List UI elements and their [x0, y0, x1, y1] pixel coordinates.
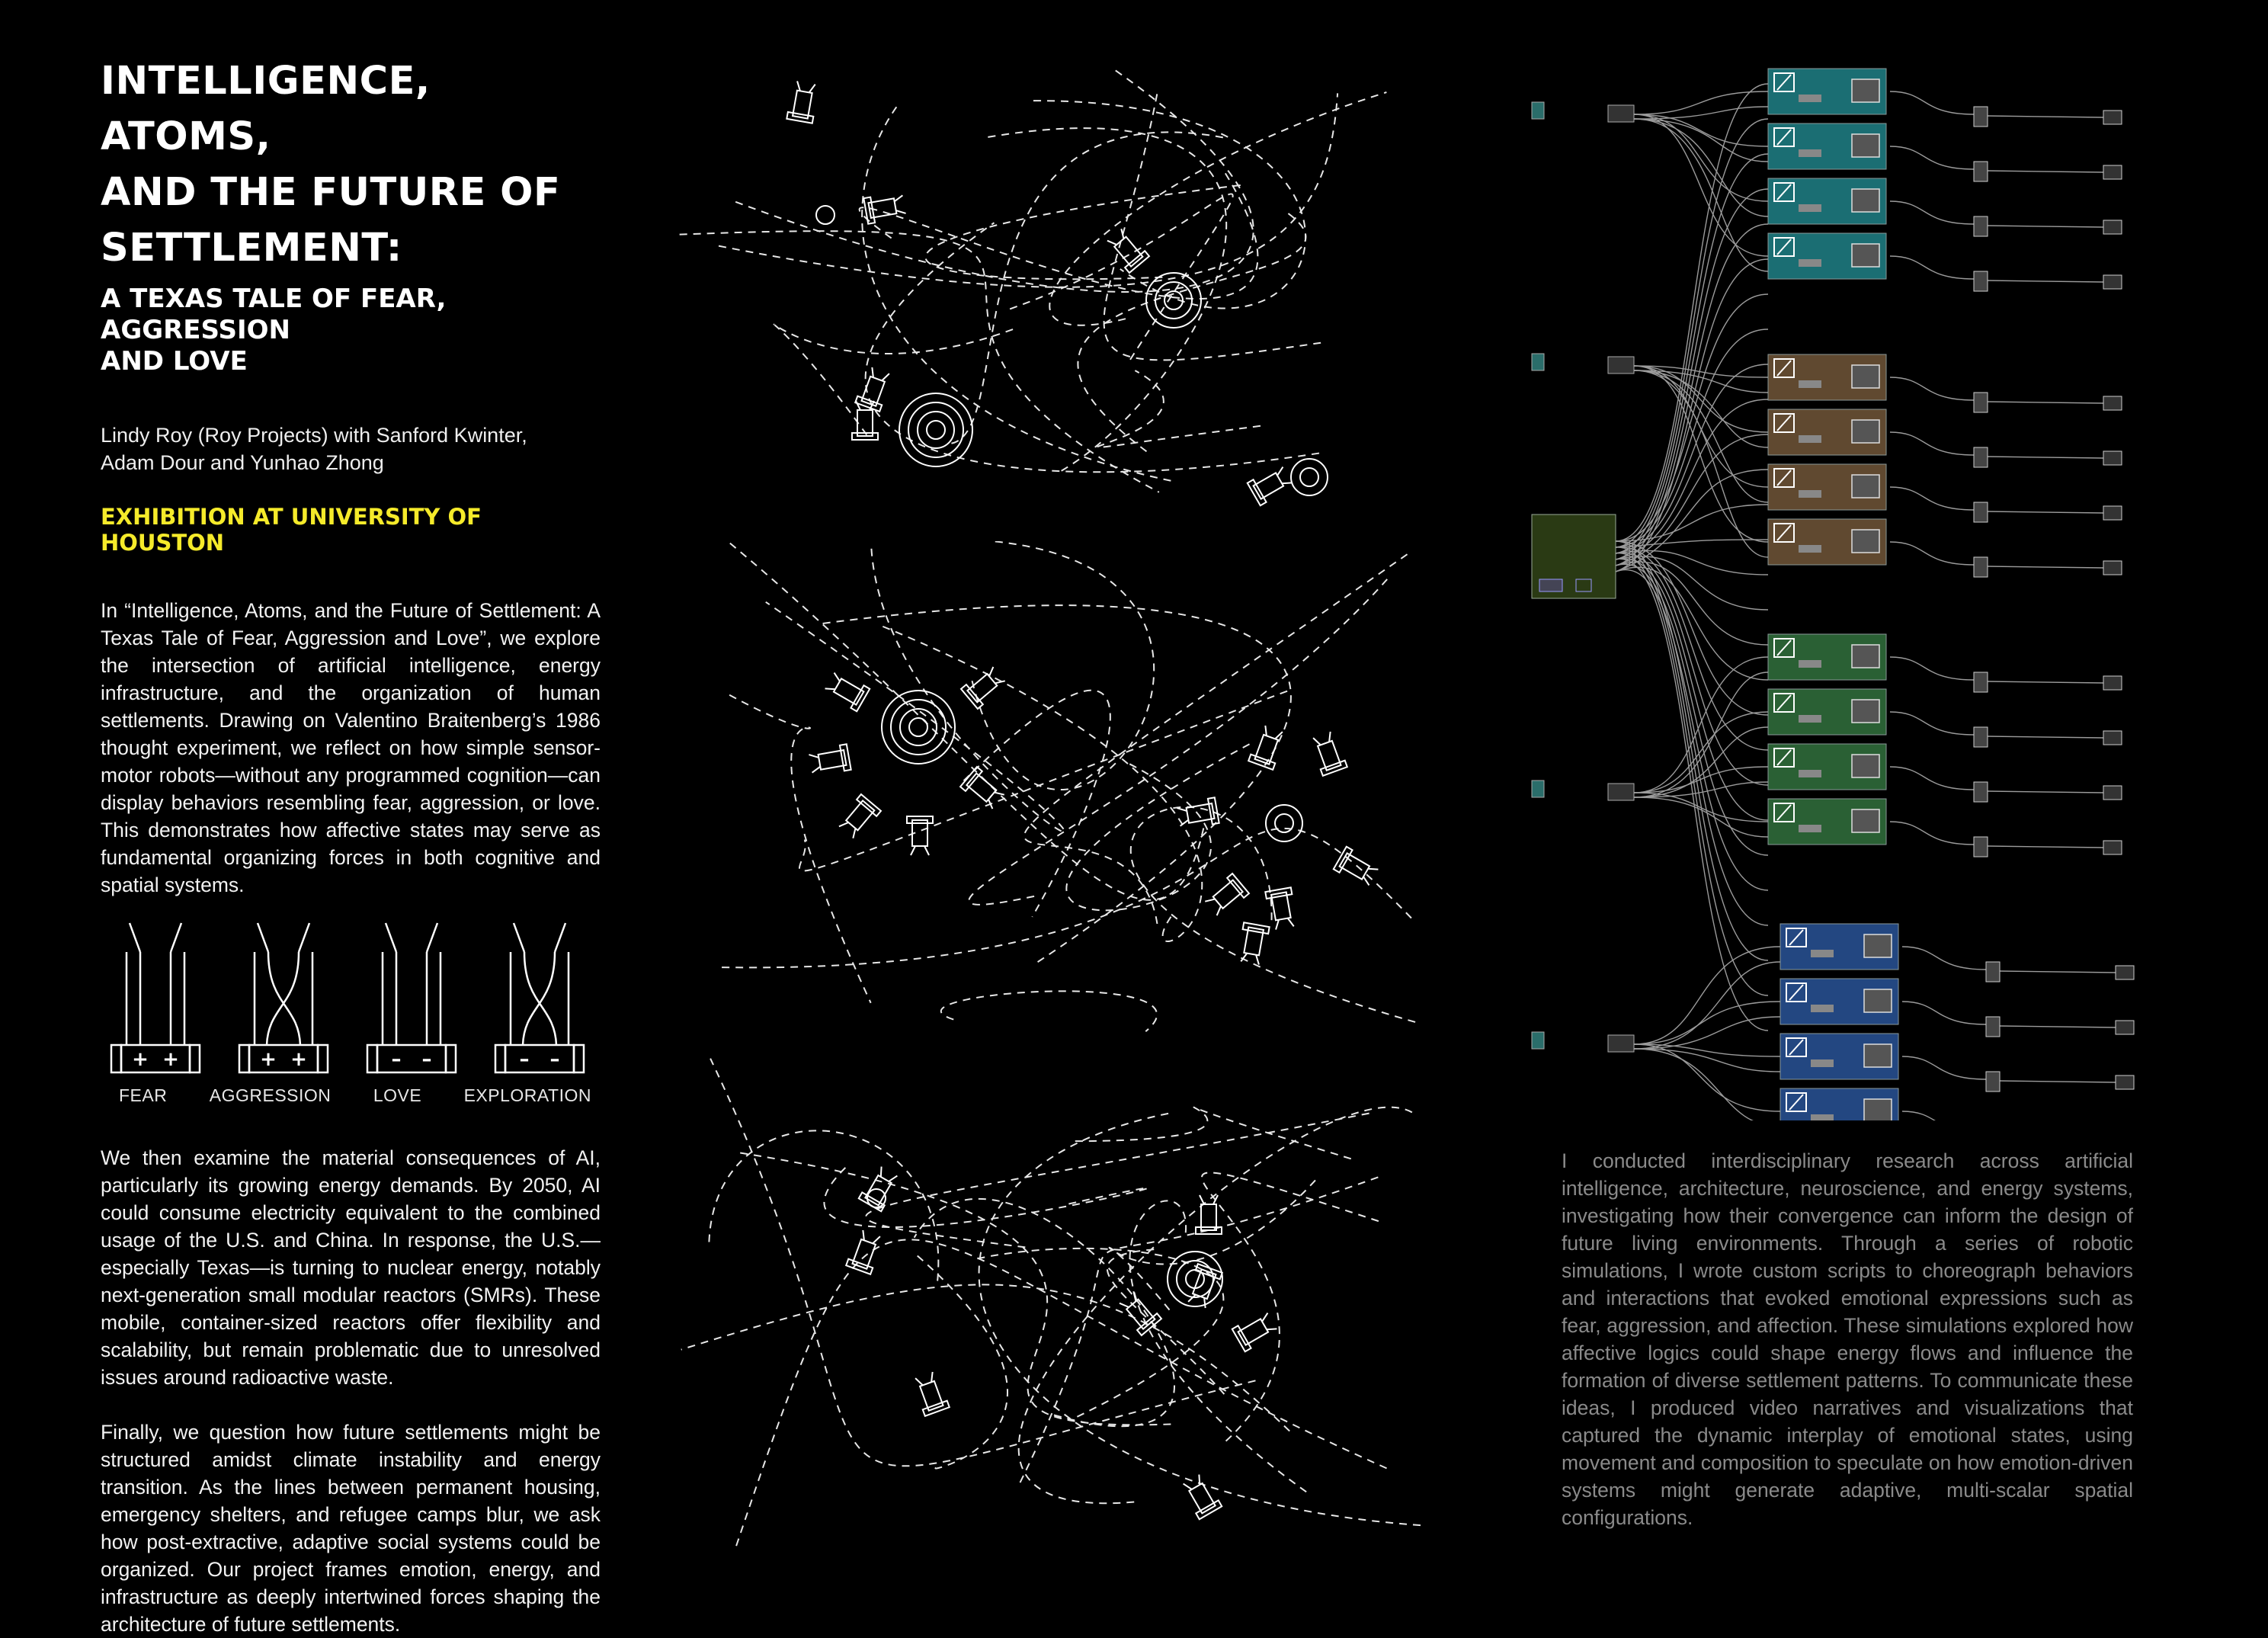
- robot-sensor: [812, 767, 822, 773]
- output-node: [1974, 107, 1988, 127]
- output-node: [1974, 727, 1988, 747]
- page-subtitle: [101, 284, 601, 377]
- vehicle-aggression: [239, 923, 328, 1072]
- robot-trajectory: [729, 695, 871, 1003]
- param-node: [1608, 1035, 1634, 1052]
- node-wire: [1890, 377, 1974, 400]
- node-wire: [1634, 370, 1768, 502]
- robot-trajectory: [799, 691, 1287, 871]
- robot-trajectory: [1097, 370, 1261, 447]
- simulation-diagram-aggression: [671, 541, 1440, 1044]
- robot-sensor: [809, 753, 818, 759]
- vehicle-label-exploration: EXPLORATION: [463, 1085, 591, 1105]
- wheel-left: [111, 1045, 121, 1072]
- output-node: [1974, 271, 1988, 291]
- robot-body: [834, 678, 863, 704]
- wheel-right: [318, 1045, 328, 1072]
- robot-vehicle: [786, 81, 818, 123]
- node-wire: [1902, 1056, 1986, 1079]
- wire-crossed: [524, 952, 556, 1045]
- vehicle-love: [367, 923, 456, 1072]
- robot-trajectory: [730, 543, 1204, 900]
- node-panel: [1852, 755, 1879, 777]
- result-node: [2103, 451, 2122, 465]
- intro-column: [101, 53, 601, 1638]
- source-ring: [927, 421, 945, 439]
- authors-line: Adam Dour and Yunhao Zhong: [101, 451, 384, 474]
- vehicles-drawing: [101, 914, 601, 1082]
- authors: [101, 422, 601, 476]
- robot-trajectory: [1078, 213, 1305, 452]
- node-wire: [1890, 201, 1974, 224]
- node-wire: [2000, 1026, 2116, 1027]
- wheel-left: [239, 1045, 249, 1072]
- node-wire: [1616, 364, 1768, 553]
- robot-sensor: [809, 84, 815, 94]
- robot-body: [846, 800, 874, 830]
- node-panel: [1852, 365, 1879, 388]
- robot-trajectory: [1202, 1172, 1384, 1441]
- robot-trajectory: [1066, 743, 1252, 911]
- node-slot: [1811, 1114, 1834, 1120]
- node-wire: [1988, 846, 2103, 848]
- motor-sign: –: [421, 1048, 432, 1071]
- braitenberg-vehicles-diagram: [101, 914, 601, 1120]
- node-wire: [1616, 547, 1768, 960]
- title-line: AND THE FUTURE OF: [101, 170, 561, 215]
- node-wire: [1616, 559, 1768, 1031]
- vehicle-label-fear: FEAR: [119, 1085, 168, 1105]
- node-wire: [1616, 189, 1768, 559]
- node-wire: [1988, 280, 2103, 282]
- hub-button: [1539, 579, 1562, 591]
- vehicle-exploration: [495, 923, 584, 1072]
- robot-body: [865, 1175, 891, 1205]
- robot-trajectory: [740, 1153, 1174, 1425]
- robot-trajectory: [915, 1199, 1174, 1426]
- node-wire: [1634, 119, 1768, 271]
- output-node: [1974, 393, 1988, 412]
- sensor-left: [130, 923, 140, 952]
- node-slot: [1799, 825, 1821, 832]
- result-node: [2103, 841, 2122, 854]
- input-node: [1532, 354, 1544, 370]
- node-wire: [1902, 947, 1986, 970]
- node-wire: [1902, 1111, 1986, 1120]
- result-node: [2103, 561, 2122, 575]
- sensor-left: [386, 923, 396, 952]
- page-title: [101, 53, 601, 276]
- node-wire: [1634, 119, 1768, 162]
- robot-trajectory: [1033, 101, 1305, 308]
- param-node: [1608, 784, 1634, 800]
- node-slot: [1811, 950, 1834, 957]
- robot-trajectory: [1131, 807, 1415, 1022]
- node-wire: [1634, 672, 1768, 797]
- energy-source: [882, 691, 955, 764]
- output-node: [1986, 1017, 2000, 1037]
- motor-sign: –: [391, 1048, 402, 1071]
- robot-trajectory: [969, 575, 1391, 905]
- node-panel: [1852, 475, 1879, 498]
- input-node: [1532, 1032, 1544, 1049]
- source-ring: [909, 718, 927, 736]
- vehicle-axle: [505, 1045, 574, 1072]
- robot-body: [967, 674, 997, 702]
- robot-trajectory: [941, 991, 1157, 1031]
- node-slot: [1799, 380, 1821, 388]
- source-ring: [891, 700, 946, 755]
- robot-body: [1114, 237, 1142, 267]
- node-panel: [1864, 989, 1892, 1012]
- vehicle-body: [127, 952, 184, 1045]
- sensor-right: [555, 923, 565, 952]
- robot-trajectory: [1075, 1107, 1353, 1160]
- robot-vehicle: [836, 794, 881, 841]
- source-ring: [1300, 468, 1318, 486]
- output-node: [1974, 447, 1988, 467]
- node-wire: [1616, 329, 1768, 547]
- wheel-right: [574, 1045, 584, 1072]
- motor-sign: –: [519, 1048, 530, 1071]
- node-panel: [1852, 134, 1879, 157]
- param-node: [1608, 357, 1634, 373]
- script-node-graph: [1517, 53, 2172, 1120]
- wheel-right: [190, 1045, 200, 1072]
- settlement-paragraph: Finally, we question how future settlements might be structured amidst climate instability and energy transition. As the lines between permanent housing, emergency shelters, and refugee camps blur, we ask how post-extractive, adaptive social systems could be organized. Our project frames emotion, energy, and infrastructure as deeply intertwined forces shaping the architecture of future settlements.: [101, 1421, 601, 1636]
- energy-source: [1291, 459, 1328, 495]
- node-slot: [1799, 770, 1821, 777]
- robot-trajectory: [1129, 1200, 1309, 1493]
- node-wire: [1634, 1002, 1780, 1044]
- robot-trajectory: [1049, 92, 1386, 325]
- result-node: [2103, 786, 2122, 800]
- energy-source: [899, 393, 972, 466]
- energy-source: [816, 206, 834, 224]
- robot-trajectory: [736, 1239, 1392, 1546]
- robot-body: [1254, 473, 1283, 498]
- result-node: [2103, 506, 2122, 520]
- result-node: [2103, 220, 2122, 234]
- robot-trajectory: [719, 829, 1411, 968]
- node-wire: [1890, 542, 1974, 565]
- wheel-right: [446, 1045, 456, 1072]
- sensor-right: [427, 923, 437, 952]
- node-wire: [1890, 712, 1974, 735]
- node-slot: [1799, 660, 1821, 668]
- node-wire: [1988, 116, 2103, 117]
- node-wire: [1902, 1002, 1986, 1024]
- robot-body: [1340, 853, 1369, 879]
- robot-trajectory: [824, 1168, 1148, 1227]
- sensor-right: [171, 923, 181, 952]
- robot-trajectory: [774, 325, 1013, 438]
- robot-sensor: [796, 81, 802, 91]
- vehicle-label-love: LOVE: [373, 1085, 422, 1105]
- vehicle-fear: [111, 923, 200, 1072]
- motor-sign: +: [162, 1048, 179, 1071]
- node-panel: [1852, 79, 1879, 102]
- node-slot: [1811, 1005, 1834, 1012]
- node-wire: [2000, 1081, 2116, 1082]
- robot-vehicle: [1309, 730, 1347, 776]
- simulation-diagram-love: [671, 1052, 1440, 1547]
- authors-line: Lindy Roy (Roy Projects) with Sanford Kwinter,: [101, 424, 527, 447]
- node-slot: [1799, 435, 1821, 443]
- output-node: [1974, 502, 1988, 522]
- vehicle-labels: [101, 1085, 601, 1106]
- node-wire: [1616, 259, 1768, 572]
- node-panel: [1864, 934, 1892, 957]
- wire-crossed: [267, 952, 299, 1045]
- robot-vehicle: [961, 664, 1007, 709]
- node-wire: [1890, 657, 1974, 680]
- robot-vehicle: [855, 366, 892, 412]
- node-wire: [1890, 487, 1974, 510]
- node-slot: [1811, 1059, 1834, 1067]
- node-wire: [1616, 570, 1768, 890]
- subtitle-line: AND LOVE: [101, 346, 248, 377]
- node-wire: [1634, 366, 1768, 432]
- source-ring: [1266, 805, 1302, 841]
- node-wire: [1890, 146, 1974, 169]
- vehicle-label-aggression: AGGRESSION: [209, 1085, 332, 1105]
- robot-trajectory: [730, 70, 1253, 292]
- node-slot: [1799, 490, 1821, 498]
- robot-body: [1213, 880, 1243, 909]
- node-wire: [1634, 657, 1768, 793]
- node-slot: [1799, 259, 1821, 267]
- node-panel: [1864, 1099, 1892, 1120]
- param-node: [1608, 105, 1634, 122]
- source-ring: [816, 206, 834, 224]
- output-node: [1986, 1072, 2000, 1091]
- source-ring: [908, 402, 963, 457]
- robot-sensor: [856, 401, 860, 410]
- robot-vehicle: [911, 1370, 949, 1416]
- node-wire: [1890, 432, 1974, 455]
- node-wire: [1988, 457, 2103, 458]
- robot-sensor: [1288, 918, 1294, 928]
- node-wire: [2000, 971, 2116, 973]
- output-node: [1974, 837, 1988, 857]
- robot-trajectory: [1020, 1177, 1378, 1483]
- node-slot: [1799, 545, 1821, 553]
- robot-trajectory: [1024, 553, 1409, 924]
- input-node: [1532, 781, 1544, 797]
- output-node: [1974, 672, 1988, 692]
- robot-trajectory: [823, 605, 1291, 964]
- title-line: SETTLEMENT:: [101, 226, 402, 271]
- vehicle-body: [255, 952, 312, 1045]
- node-wire: [1616, 562, 1768, 645]
- node-wire: [1634, 370, 1768, 557]
- output-node: [1974, 557, 1988, 577]
- robot-body: [1126, 1300, 1155, 1329]
- energy-source: [1266, 805, 1302, 841]
- result-node: [2103, 396, 2122, 410]
- node-panel: [1864, 1044, 1892, 1067]
- node-wire: [1988, 681, 2103, 683]
- motor-sign: +: [132, 1048, 149, 1071]
- node-wire: [1988, 791, 2103, 793]
- node-slot: [1799, 95, 1821, 102]
- result-node: [2103, 676, 2122, 690]
- robot-vehicle: [1104, 226, 1149, 273]
- input-node: [1532, 102, 1544, 119]
- node-panel: [1852, 420, 1879, 443]
- sensor-right: [299, 923, 309, 952]
- result-node: [2116, 1075, 2134, 1089]
- robot-vehicle: [907, 816, 933, 855]
- robot-vehicle: [1203, 873, 1249, 918]
- robot-vehicle: [960, 767, 1007, 812]
- node-panel: [1852, 645, 1879, 668]
- output-node: [1974, 216, 1988, 236]
- sensor-left: [514, 923, 524, 952]
- robot-vehicle: [1180, 1473, 1222, 1519]
- subtitle-line: A TEXAS TALE OF FEAR, AGGRESSION: [101, 284, 447, 345]
- robot-sensor: [924, 846, 929, 855]
- research-paragraph: I conducted interdisciplinary research across artificial intelligence, architecture, neuroscience, and energy systems, investigating how their convergence can inform the design of future living environments. Through a series of robotic simulations, I wrote custom scripts to choreograph behaviors and interactions that evoked emotional expressions such as fear, aggression, and affection. These simulations explored how affective logics could shape energy flows and influence the formation of diverse settlement patterns. To communicate these ideas, I produced video narratives and visualizations that captured the dynamic interplay of emotional states, using movement and composition to speculate on how emotion-driven systems might generate adaptive, multi-scalar spatial configurations.: [1562, 1149, 2133, 1529]
- source-ring: [882, 691, 955, 764]
- node-wire: [1890, 822, 1974, 845]
- node-wire: [1988, 402, 2103, 403]
- robot-vehicle: [846, 1229, 883, 1274]
- result-node: [2116, 1021, 2134, 1034]
- output-node: [1974, 162, 1988, 181]
- result-node: [2103, 111, 2122, 124]
- node-slot: [1799, 204, 1821, 212]
- energy-paragraph: We then examine the material consequences of AI, particularly its growing energy demands. By 2050, AI could consume electricity equivalent to the combined usage of the U.S. and China. In response, the U.S.—especially Texas—is turning to nuclear energy, notably next-generation small modular reactors (SMRs). These mobile, container-sized reactors offer flexibility and scalability, but remain problematic due to unresolved issues around radioactive waste.: [101, 1146, 601, 1389]
- robot-sensor: [1200, 1195, 1204, 1204]
- node-wire: [1890, 91, 1974, 114]
- robot-body: [1201, 1204, 1216, 1230]
- output-node: [1974, 782, 1988, 802]
- node-slot: [1799, 149, 1821, 157]
- robot-sensor: [1274, 920, 1280, 930]
- source-ring: [1291, 459, 1328, 495]
- motor-sign: +: [290, 1048, 307, 1071]
- source-ring: [918, 412, 954, 448]
- result-node: [2103, 165, 2122, 179]
- node-wire: [1988, 226, 2103, 227]
- node-panel: [1852, 189, 1879, 212]
- node-wire: [1616, 224, 1768, 566]
- robot-trajectory: [979, 1114, 1422, 1525]
- robot-vehicle: [823, 669, 870, 711]
- wheel-left: [367, 1045, 377, 1072]
- robot-vehicle: [1248, 724, 1286, 770]
- wire-crossed: [523, 952, 555, 1045]
- wheel-left: [495, 1045, 505, 1072]
- node-wire: [1634, 947, 1780, 1044]
- robot-body: [1238, 1319, 1268, 1345]
- robot-sensor: [911, 846, 915, 855]
- simulation-diagram-fear: [671, 53, 1440, 526]
- source-ring: [899, 393, 972, 466]
- robot-trajectory: [1019, 1107, 1412, 1504]
- source-ring: [1275, 814, 1293, 832]
- robot-trajectory: [866, 1114, 1369, 1249]
- title-line: INTELLIGENCE, ATOMS,: [101, 59, 431, 159]
- vehicle-body: [511, 952, 569, 1045]
- robot-simulation-diagrams: [671, 53, 1440, 1547]
- node-wire: [1616, 553, 1768, 995]
- research-statement: [1562, 1147, 2133, 1531]
- result-node: [2103, 275, 2122, 289]
- node-wire: [1616, 559, 1768, 820]
- output-node: [1986, 962, 2000, 982]
- result-node: [2103, 731, 2122, 745]
- motor-sign: +: [260, 1048, 277, 1071]
- node-wire: [1988, 566, 2103, 568]
- node-wire: [1988, 736, 2103, 738]
- robot-sensor: [1254, 955, 1261, 965]
- robot-trajectory: [925, 185, 1242, 280]
- robot-sensor: [894, 195, 904, 201]
- node-wire: [1634, 962, 1780, 1049]
- robot-vehicle: [1232, 1309, 1279, 1351]
- source-ring: [1155, 282, 1192, 319]
- robot-vehicle: [1248, 463, 1294, 505]
- node-wire: [1634, 1017, 1780, 1049]
- robot-trajectory: [1010, 194, 1233, 362]
- node-panel: [1852, 809, 1879, 832]
- node-wire: [1988, 511, 2103, 513]
- node-wire: [1616, 154, 1768, 553]
- node-panel: [1852, 700, 1879, 723]
- node-wire: [1890, 256, 1974, 279]
- motor-sign: –: [549, 1048, 560, 1071]
- node-wire: [1634, 1049, 1780, 1072]
- intro-paragraph: In “Intelligence, Atoms, and the Future of Settlement: A Texas Tale of Fear, Aggression and Love”, we explore the intersection of artificial intelligence, energy infrastructure, and the organization of human settlements. Drawing on Valentino Braitenberg’s 1986 thought experiment, we reflect on how simple sensor-motor robots—without any programmed cognition—can display behaviors resembling fear, aggression, or love. This demonstrates how affective states may serve as fundamental organizing forces in both cognitive and spatial systems.: [101, 599, 601, 896]
- node-wire: [1634, 114, 1768, 256]
- node-panel: [1852, 530, 1879, 553]
- result-node: [2116, 966, 2134, 979]
- robot-trajectory: [866, 223, 1319, 472]
- robot-vehicle: [809, 744, 851, 776]
- vehicle-axle: [377, 1045, 446, 1072]
- node-slot: [1799, 715, 1821, 723]
- wire-crossed: [268, 952, 300, 1045]
- node-wire: [1988, 171, 2103, 172]
- vehicle-body: [383, 952, 440, 1045]
- robot-sensor: [896, 209, 906, 215]
- exhibition-heading: EXHIBITION AT UNIVERSITY OF HOUSTON: [101, 504, 482, 556]
- node-panel: [1852, 244, 1879, 267]
- robot-vehicle: [1265, 887, 1297, 930]
- robot-vehicle: [1237, 922, 1269, 965]
- sensor-left: [258, 923, 268, 952]
- node-wire: [1890, 767, 1974, 790]
